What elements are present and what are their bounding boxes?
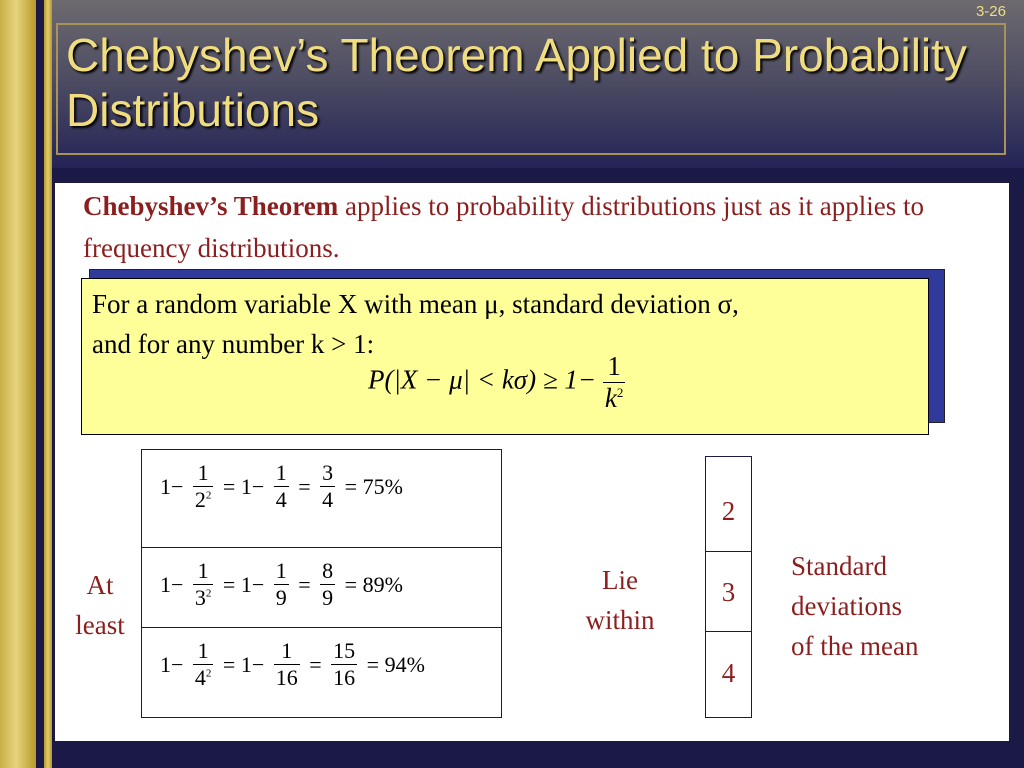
calc-row-k2-content	[160, 460, 403, 513]
calc-fraction	[320, 460, 335, 513]
calc-mid: = 1−	[222, 571, 265, 597]
frac-den: 9	[322, 585, 334, 610]
calc-lead: 1−	[160, 651, 184, 677]
slide-title: Chebyshev’s Theorem Applied to Probability Distributions	[66, 29, 967, 136]
frac-den: 4	[322, 487, 334, 512]
content-panel	[55, 183, 1009, 741]
label-lie-within: Lie within	[585, 565, 655, 635]
frac-num: 1	[275, 460, 287, 485]
calc-fraction	[193, 558, 214, 611]
frac-num: 8	[322, 558, 334, 583]
calc-fraction	[331, 638, 357, 691]
intro-paragraph	[83, 185, 963, 269]
frac-den	[193, 584, 214, 611]
calc-fraction	[193, 638, 214, 691]
frac-num: 15	[333, 638, 356, 663]
intro-bold-term: Chebyshev’s Theorem	[83, 191, 339, 221]
formula-fraction	[603, 351, 625, 414]
k-values-column	[705, 456, 752, 718]
frac-den-exp: 2	[205, 587, 212, 600]
theorem-line-1: For a random variable X with mean μ, standard deviation σ,	[92, 289, 739, 319]
calc-lead: 1−	[160, 473, 184, 499]
frac-den-base: 2	[194, 487, 206, 512]
frac-den-exp: 2	[205, 667, 212, 680]
frac-num: 1	[281, 638, 293, 663]
calc-fraction	[274, 638, 300, 691]
calc-row-k2	[142, 450, 501, 531]
calc-equals: =	[298, 571, 311, 597]
frac-num: 3	[322, 460, 334, 485]
calc-fraction	[193, 460, 214, 513]
calc-mid: = 1−	[222, 473, 265, 499]
chebyshev-formula	[368, 351, 625, 414]
formula-den-base: k	[604, 383, 617, 413]
intro-rest: applies to probability distributions just as it applies to frequency distributions.	[83, 191, 924, 263]
calc-fraction	[274, 460, 289, 513]
frac-den: 16	[333, 665, 356, 690]
slide-number: 3-26	[975, 3, 1006, 20]
formula-denominator	[603, 382, 625, 414]
label-std-line-3: of the mean	[791, 631, 919, 661]
frac-den-base: 3	[194, 585, 206, 610]
calc-fraction	[274, 558, 289, 611]
calc-equals: =	[298, 473, 311, 499]
frac-num: 1	[197, 638, 209, 663]
left-gold-stripe-thin	[44, 0, 52, 768]
frac-num: 1	[197, 558, 209, 583]
calc-row-k4	[142, 627, 501, 718]
theorem-box	[81, 278, 929, 435]
formula-left: P(|X − μ| < kσ) ≥ 1−	[368, 364, 597, 395]
calc-row-k4-content	[160, 638, 425, 691]
calculation-table	[141, 449, 502, 718]
frac-num: 1	[197, 460, 209, 485]
calc-fraction	[320, 558, 335, 611]
label-std-deviations	[791, 546, 991, 666]
formula-numerator: 1	[607, 351, 621, 381]
frac-den	[193, 486, 214, 513]
frac-den: 9	[275, 585, 287, 610]
left-gold-stripe	[0, 0, 36, 768]
frac-den	[193, 664, 214, 691]
frac-den-base: 4	[194, 665, 206, 690]
label-std-line-1: Standard	[791, 551, 887, 581]
frac-den: 16	[275, 665, 298, 690]
calc-lead: 1−	[160, 571, 184, 597]
label-std-line-2: deviations	[791, 591, 902, 621]
theorem-line-2: and for any number k > 1:	[92, 329, 375, 359]
k-value-cell: 3	[706, 551, 751, 632]
label-at-least: At least	[75, 570, 125, 640]
frac-den: 4	[275, 487, 287, 512]
calc-result: = 94%	[366, 651, 425, 677]
k-value-cell: 4	[706, 631, 751, 718]
formula-den-exp: 2	[616, 385, 624, 400]
calc-mid: = 1−	[222, 651, 265, 677]
calc-result: = 75%	[344, 473, 403, 499]
left-dark-gap	[36, 0, 44, 768]
frac-num: 1	[275, 558, 287, 583]
calc-row-k3	[142, 547, 501, 628]
calc-result: = 89%	[344, 571, 403, 597]
k-value-cell: 2	[721, 496, 736, 526]
calc-row-k3-content	[160, 558, 403, 611]
frac-den-exp: 2	[205, 489, 212, 502]
calc-equals: =	[309, 651, 322, 677]
